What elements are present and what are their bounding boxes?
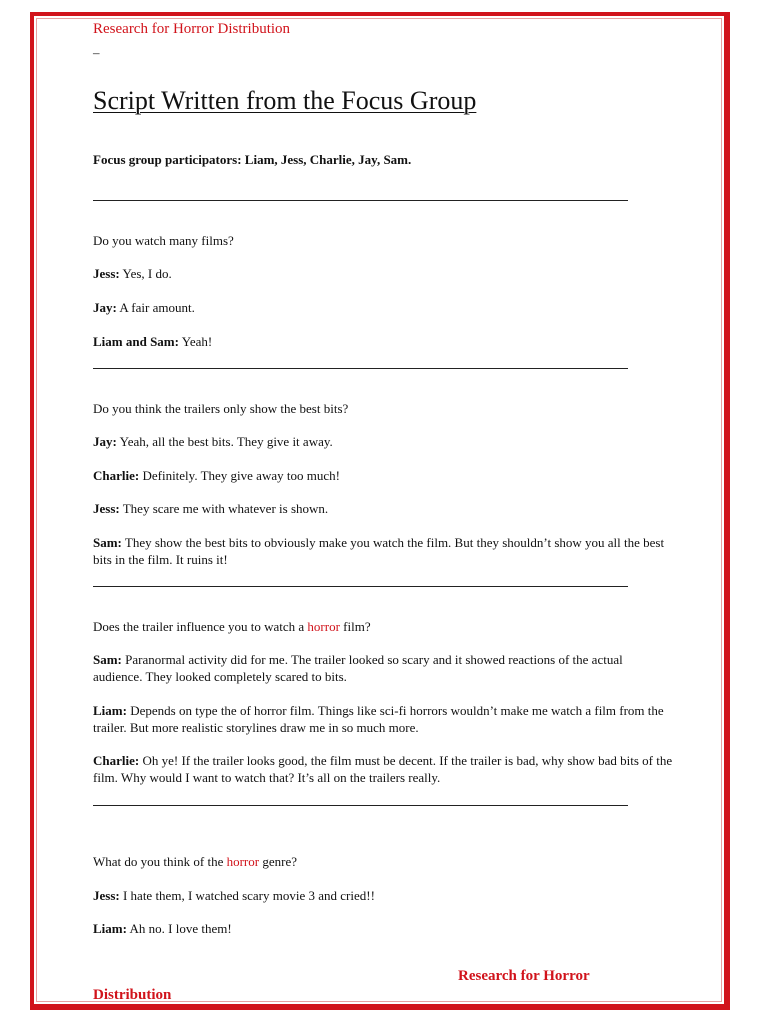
header-dash: – bbox=[93, 45, 100, 60]
speaker-name: Jay: bbox=[93, 434, 117, 449]
answer-text: Yes, I do. bbox=[119, 266, 172, 281]
speaker-name: Jess: bbox=[93, 888, 120, 903]
answer-text: Ah no. I love them! bbox=[126, 921, 232, 936]
divider-line bbox=[93, 368, 628, 369]
footer-text-continued: Distribution bbox=[93, 987, 172, 1003]
footer-text: Research for Horror bbox=[458, 968, 590, 984]
answer-text: Oh ye! If the trailer looks good, the film must be decent. If the trailer is bad, why show bad bits of the film. Why would I want to watch that? It’s all on the trailers really. bbox=[93, 753, 673, 785]
answer-text: They scare me with whatever is shown. bbox=[119, 501, 329, 516]
answer-text: Depends on type the of horror film. Things like sci-fi horrors wouldn’t make me watch a film from the trailer. But more realistic storylines draw me in so much more. bbox=[93, 703, 664, 735]
answer bbox=[93, 887, 673, 904]
speaker-name: Jess: bbox=[93, 266, 120, 281]
answer bbox=[93, 920, 673, 937]
answer-text: They show the best bits to obviously make you watch the film. But they shouldn’t show you all the best bits in the film. It ruins it! bbox=[93, 535, 665, 567]
highlight-word: horror bbox=[226, 854, 260, 869]
answer bbox=[93, 534, 673, 568]
page-title: Script Written from the Focus Group bbox=[93, 86, 477, 115]
speaker-name: Jay: bbox=[93, 300, 117, 315]
question-text: genre? bbox=[259, 854, 297, 869]
question-2: Do you think the trailers only show the best bits? bbox=[93, 401, 349, 416]
participants-line: Focus group participators: Liam, Jess, Charlie, Jay, Sam. bbox=[93, 152, 412, 167]
answer-text: Definitely. They give away too much! bbox=[139, 468, 340, 483]
answer-text: Yeah! bbox=[178, 334, 213, 349]
speaker-name: Sam: bbox=[93, 535, 122, 550]
speaker-name: Jess: bbox=[93, 501, 120, 516]
divider-line bbox=[93, 586, 628, 587]
answer bbox=[93, 265, 673, 282]
answer bbox=[93, 500, 673, 517]
speaker-name: Liam: bbox=[93, 703, 127, 718]
divider-line bbox=[93, 200, 628, 201]
question-4 bbox=[93, 853, 673, 870]
speaker-name: Liam: bbox=[93, 921, 127, 936]
speaker-name: Charlie: bbox=[93, 468, 140, 483]
answer bbox=[93, 702, 673, 736]
answer bbox=[93, 752, 673, 786]
question-3 bbox=[93, 618, 673, 635]
answer-text: Paranormal activity did for me. The trailer looked so scary and it showed reactions of the actual audience. They looked completely scared to bits. bbox=[93, 652, 623, 684]
answer-text: I hate them, I watched scary movie 3 and cried!! bbox=[119, 888, 375, 903]
speaker-name: Liam and Sam: bbox=[93, 334, 179, 349]
header-text: Research for Horror Distribution bbox=[93, 21, 291, 37]
divider-line bbox=[93, 805, 628, 806]
answer bbox=[93, 299, 673, 316]
answer-text: Yeah, all the best bits. They give it away. bbox=[116, 434, 333, 449]
answer bbox=[93, 433, 673, 450]
answer bbox=[93, 467, 673, 484]
question-text: film? bbox=[339, 619, 371, 634]
question-1: Do you watch many films? bbox=[93, 233, 234, 248]
answer-text: A fair amount. bbox=[116, 300, 195, 315]
question-text: Does the trailer influence you to watch a bbox=[93, 619, 308, 634]
answer bbox=[93, 651, 673, 685]
highlight-word: horror bbox=[307, 619, 340, 634]
speaker-name: Sam: bbox=[93, 652, 122, 667]
speaker-name: Charlie: bbox=[93, 753, 140, 768]
question-text: What do you think of the bbox=[93, 854, 227, 869]
answer bbox=[93, 333, 673, 350]
